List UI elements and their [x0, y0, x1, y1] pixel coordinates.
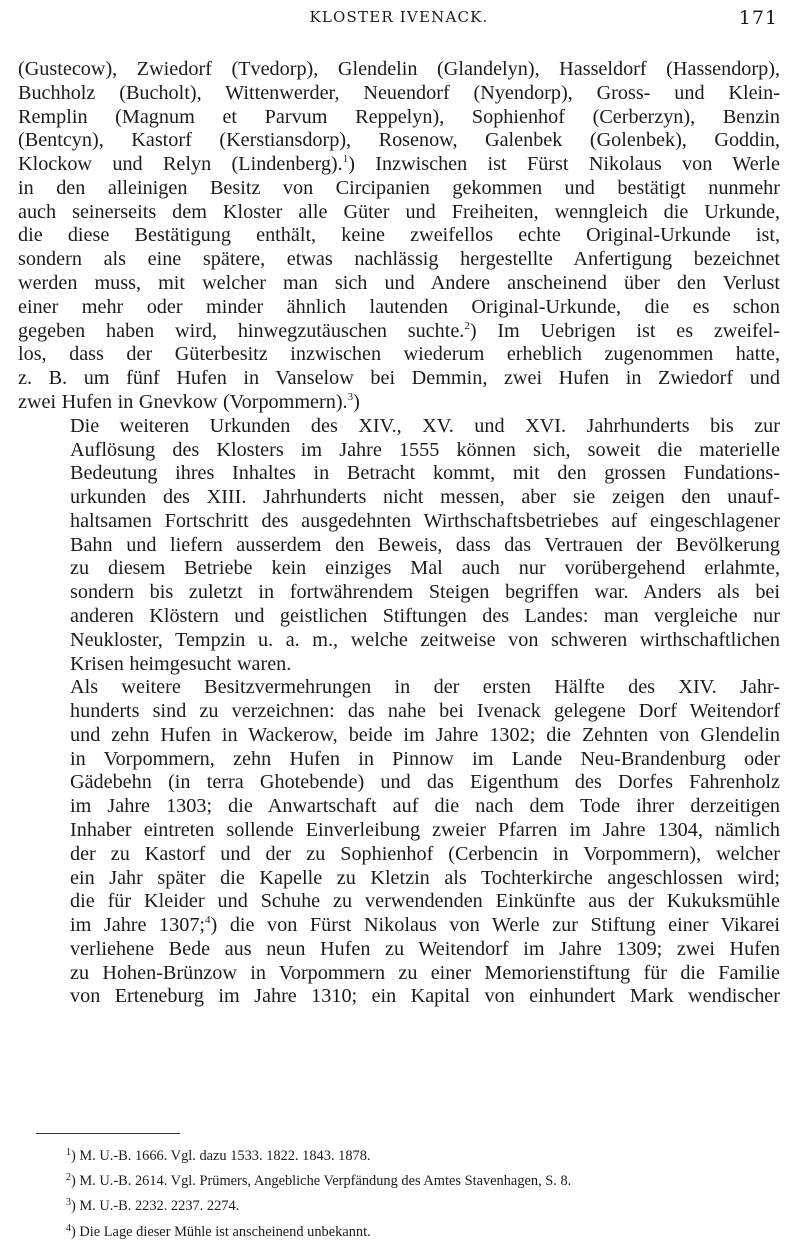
footnote-text: M. U.-B. 2232. 2237. 2274. [79, 1198, 240, 1215]
text-line: urkunden des XIII. Jahrhunderts nicht messen, aber sie zeigen den unauf- [70, 486, 780, 509]
text-line: Remplin (Magnum et Parvum Reppelyn), Sophienhof (Cerberzyn), Benzin [18, 105, 780, 128]
text-line: haltsamen Fortschritt des ausgedehnten Wirthschaftsbetriebes auf eingeschlagener [70, 509, 780, 532]
running-head [20, 8, 778, 32]
text-segment: zwei Hufen in Gnevkow (Vorpommern). [18, 390, 348, 413]
text-line: die diese Bestätigung enthält, keine zweifellos echte Original-Urkunde ist, [18, 224, 780, 247]
text-line: Bahn und liefern ausserdem den Beweis, dass das Vertrauen der Bevölkerung [70, 533, 780, 556]
text-line: Neukloster, Tempzin u. a. m., welche zeitweise von schweren wirthschaftlichen [70, 628, 780, 651]
paragraph-1 [18, 58, 780, 415]
text-line: werden muss, mit welcher man sich und Andere anscheinend über den Verlust [18, 272, 780, 295]
footnote-reference: 2 [464, 319, 470, 332]
text-line: zu Hohen-Brünzow in Vorpommern zu einer Memorienstiftung für die Familie [70, 961, 780, 984]
text-line: (Bentcyn), Kastorf (Kerstiansdorp), Rosenow, Galenbek (Golenbek), Goddin, [18, 129, 780, 152]
text-line: Als weitere Besitzvermehrungen in der ersten Hälfte des XIV. Jahr- [70, 676, 780, 699]
text-line: sondern als eine spätere, etwas nachlässig hergestellte Anfertigung bezeichnet [18, 248, 780, 271]
text-segment: im Jahre 1307; [70, 914, 206, 937]
footnote-reference: 3 [347, 390, 354, 403]
text-line: z. B. um fünf Hufen in Vanselow bei Demmin, zwei Hufen in Zwiedorf und [18, 367, 780, 390]
text-segment: Klockow und Relyn (Lindenberg). [18, 153, 343, 176]
paragraph-2 [18, 415, 780, 677]
footnote-reference: 4 [205, 914, 211, 927]
text-line: Auflösung des Klosters im Jahre 1555 können sich, soweit die materielle [70, 438, 780, 461]
footnote-rule [36, 1133, 180, 1134]
text-line: gegeben haben wird, hinwegzutäuschen suchte.$^2$) Im Uebrigen ist es zweifel- [18, 319, 780, 342]
footnote-text: M. U.-B. 2614. Vgl. Prümers, Angebliche Verpfändung des Amtes Stavenhagen, S. 8. [79, 1173, 572, 1190]
text-line: hunderts sind zu verzeichnen: das nahe bei Ivenack gelegene Dorf Weitendorf [70, 700, 780, 723]
text-line: auch seinerseits dem Kloster alle Güter und Freiheiten, wenngleich die Urkunde, [18, 200, 780, 223]
text-line: im Jahre 1303; die Anwartschaft auf die nach dem Tode ihrer derzeitigen [70, 795, 780, 818]
text-line: und zehn Hufen in Wackerow, beide im Jahre 1302; die Zehnten von Glendelin [70, 723, 780, 746]
text-segment: Inzwischen ist Fürst Nikolaus von Werle [354, 153, 780, 176]
footnote: $^4$) Die Lage dieser Mühle ist anscheinend unbekannt. [66, 1222, 371, 1240]
footnote-mark: 4 [66, 1222, 71, 1234]
text-line: los, dass der Güterbesitz inzwischen wiederum erheblich zugenommen hatte, [18, 343, 780, 366]
footnote-mark: 1 [66, 1147, 71, 1158]
text-line: (Gustecow), Zwiedorf (Tvedorp), Glendelin (Glandelyn), Hasseldorf (Hassendorp), [18, 58, 780, 80]
running-title: KLOSTER IVENACK. [309, 8, 489, 26]
text-line: der zu Kastorf und der zu Sophienhof (Cerbencin in Vorpommern), welcher [70, 842, 780, 865]
text-segment: die von Fürst Nikolaus von Werle zur Stiftung einer Vikarei [217, 914, 781, 937]
paragraph-3 [18, 676, 780, 1009]
footnote-mark: 3 [66, 1197, 71, 1209]
body-text [18, 58, 780, 1009]
footnote-text: M. U.-B. 1666. Vgl. dazu 1533. 1822. 1843. 1878. [79, 1148, 371, 1164]
text-line: in Vorpommern, zehn Hufen in Pinnow im Lande Neu-Brandenburg oder [70, 747, 780, 770]
text-line: im Jahre 1307;$^4$) die von Fürst Nikolaus von Werle zur Stiftung einer Vikarei [70, 914, 781, 937]
text-line: sondern bis zuletzt in fortwährendem Steigen begriffen war. Anders als bei [70, 581, 780, 604]
footnote: $^3$) M. U.-B. 2232. 2237. 2274. [66, 1197, 240, 1215]
text-segment: Im Uebrigen ist es zweifel- [476, 319, 780, 342]
text-line: Inhaber eintreten sollende Einverleibung zweier Pfarren im Jahre 1304, nämlich [70, 819, 780, 841]
text-line: zwei Hufen in Gnevkow (Vorpommern).$^3$) [18, 390, 360, 413]
text-line: Krisen heimgesucht waren. [70, 652, 292, 675]
footnote-mark: 2 [66, 1172, 71, 1184]
footnote: $^2$) M. U.-B. 2614. Vgl. Prümers, Angebliche Verpfändung des Amtes Stavenhagen, S. 8. [66, 1172, 572, 1190]
text-line: anderen Klöstern und geistlichen Stiftungen des Landes: man vergleiche nur [70, 604, 780, 627]
footnote-text: Die Lage dieser Mühle ist anscheinend unbekannt. [79, 1223, 371, 1240]
text-line: Buchholz (Bucholt), Wittenwerder, Neuendorf (Nyendorp), Gross- und Klein- [18, 81, 780, 104]
text-line: verliehene Bede aus neun Hufen zu Weitendorf im Jahre 1309; zwei Hufen [70, 937, 780, 960]
text-line: von Erteneburg im Jahre 1310; ein Kapital von einhundert Mark wendischer [70, 985, 780, 1008]
text-line: Klockow und Relyn (Lindenberg).$^1$) Inzwischen ist Fürst Nikolaus von Werle [18, 153, 780, 176]
text-line: einer mehr oder minder ähnlich lautenden Original-Urkunde, die es schon [18, 295, 780, 318]
text-line: die für Kleider und Schuhe zu verwendenden Einkünfte aus der Kukuksmühle [70, 890, 780, 913]
text-line: Bedeutung ihres Inhaltes in Betracht kommt, mit den grossen Fundations- [70, 462, 780, 485]
footnote-reference: 1 [342, 153, 349, 166]
footnotes [66, 1142, 778, 1243]
text-line: Gädebehn (in terra Ghotebende) und das Eigenthum des Dorfes Fahrenholz [70, 771, 780, 794]
text-line: Die weiteren Urkunden des XIV., XV. und XVI. Jahrhunderts bis zur [70, 414, 780, 437]
footnote: $^1$) M. U.-B. 1666. Vgl. dazu 1533. 1822. 1843. 1878. [66, 1147, 371, 1164]
text-line: ein Jahr später die Kapelle zu Kletzin als Tochterkirche angeschlossen wird; [70, 866, 780, 889]
text-line: zu diesem Betriebe kein einziges Mal auch nur vorübergehend erlahmte, [70, 557, 780, 580]
text-line: in den alleinigen Besitz von Circipanien gekommen und bestätigt nunmehr [18, 176, 780, 199]
page-number: 171 [738, 7, 778, 29]
text-segment: gegeben haben wird, hinwegzutäuschen suchte. [18, 319, 465, 342]
